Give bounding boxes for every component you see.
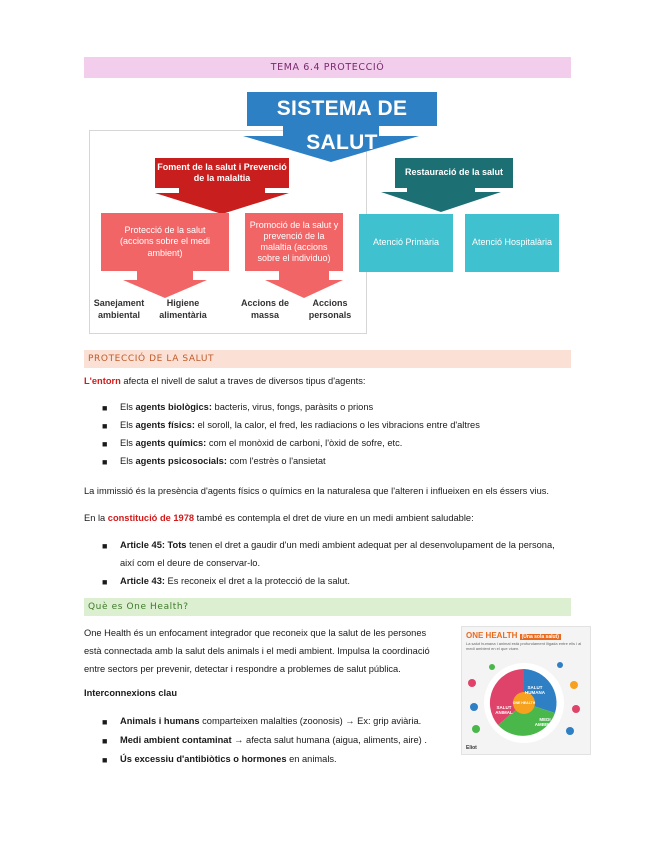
item-pre: Els	[120, 456, 136, 466]
proteccio-box: Protecció de la salut (accions sobre el medi ambient)	[101, 213, 229, 271]
item-pre: Els	[120, 420, 136, 430]
item-bold: Article 43:	[120, 576, 165, 586]
section-heading-one-health: Què es One Health?	[84, 598, 571, 616]
higiene-label: Higiene alimentària	[159, 298, 207, 320]
list-item-article-43	[120, 572, 575, 590]
health-system-diagram	[89, 88, 565, 334]
item-bold: Ús excessiu d'antibiòtics o hormones	[120, 754, 287, 764]
diagram-title: SISTEMA DE SALUT	[247, 92, 437, 126]
bullet-icon: ■	[102, 439, 108, 449]
label-one-health-center: ONE HEALTH	[512, 701, 536, 705]
interconnexions-heading: Interconnexions clau	[84, 688, 177, 698]
const-rest: també es contempla el dret de viure en un medi ambient saludable:	[194, 513, 474, 523]
infographic-subtitle: La salut humana i animal està profundament lligada entre ells i al medi ambient en el que viuen.	[466, 641, 582, 651]
massa-label: Accions de massa	[240, 298, 289, 320]
bullet-icon: ■	[102, 421, 108, 431]
constitucio-paragraph	[84, 511, 474, 525]
atencio-hospitalaria-box: Atenció Hospitalària	[465, 214, 559, 272]
item-pre: Els	[120, 402, 136, 412]
paragraph-line: One Health és un enfocament integrador que reconeix que la salut de les persones	[84, 628, 427, 638]
item-rest: en animals.	[286, 754, 337, 764]
item-bold: Animals i humans	[120, 716, 200, 726]
list-item	[120, 416, 575, 434]
list-item	[120, 398, 575, 416]
item-rest: comparteixen malalties (zoonosis) → Ex: grip aviària.	[199, 716, 422, 726]
infographic-logo: Eliot	[466, 745, 477, 751]
infographic-heading-tag: (Una sola salut)	[521, 634, 559, 640]
restauracio-box: Restauració de la salut	[395, 158, 513, 188]
label-salut-animal: SALUT ANIMAL	[495, 705, 513, 715]
paragraph-line: està connectada amb la salut dels animals i el medi ambient. Impulsa la coordinació	[84, 646, 430, 656]
list-item	[120, 712, 450, 730]
bullet-icon: ■	[102, 541, 108, 551]
one-health-infographic	[461, 626, 591, 755]
list-item-article-45-cont: així com el deure de conservar-lo.	[120, 558, 261, 568]
immissio-paragraph: La immissió és la presència d'agents físics o químics en la naturalesa que l'alteren i influeixen en els éssers vius.	[84, 486, 550, 496]
bullet-icon: ■	[102, 736, 108, 746]
intro-rest: afecta el nivell de salut a traves de diversos tipus d'agents:	[120, 376, 366, 386]
list-item	[120, 452, 575, 470]
list-item	[120, 434, 575, 452]
item-bold: agents físics:	[135, 420, 195, 430]
bullet-icon: ■	[102, 457, 108, 467]
list-item	[120, 750, 450, 768]
item-rest: com l'estrès o l'ansietat	[226, 456, 326, 466]
bullet-icon: ■	[102, 717, 108, 727]
label-salut-humana: SALUT HUMANA	[525, 685, 545, 695]
sanejament-label: Sanejament ambiental	[93, 298, 145, 320]
item-bold: agents biològics:	[135, 402, 212, 412]
item-bold: Medi ambient contaminat	[120, 735, 232, 745]
section-heading-proteccio: PROTECCIÓ DE LA SALUT	[84, 350, 571, 368]
item-rest: Es reconeix el dret a la protecció de la salut.	[164, 576, 350, 586]
bullet-icon: ■	[102, 577, 108, 587]
item-rest: bacteris, virus, fongs, paràsits o prions	[211, 402, 374, 412]
item-bold: agents químics:	[135, 438, 207, 448]
const-pre: En la	[84, 513, 108, 523]
bullet-icon: ■	[102, 755, 108, 765]
item-rest: → afecta salut humana (aigua, aliments, aire) .	[231, 735, 427, 745]
item-pre: Els	[120, 438, 136, 448]
item-bold: Article 45: Tots	[120, 540, 187, 550]
paragraph-line: entre sectors per prevenir, detectar i respondre a problemes de salut pública.	[84, 664, 401, 674]
foment-box: Foment de la salut i Prevenció de la malaltia	[155, 158, 289, 188]
list-item	[120, 731, 450, 749]
item-bold: agents psicosocials:	[135, 456, 227, 466]
promocio-box: Promoció de la salut y prevenció de la malaltia (accions sobre el individuo)	[245, 213, 343, 271]
list-item-article-45	[120, 536, 575, 554]
personals-label: Accions personals	[308, 298, 352, 320]
label-medi-ambient: MEDI AMBIENT	[534, 717, 556, 727]
intro-highlight: L'entorn	[84, 376, 121, 386]
const-highlight: constitució de 1978	[107, 513, 195, 523]
infographic-heading-text: ONE HEALTH	[466, 631, 518, 640]
page-title: TEMA 6.4 PROTECCIÓ	[84, 57, 571, 78]
intro-paragraph	[84, 374, 365, 388]
item-rest: com el monòxid de carboni, l'òxid de sofre, etc.	[206, 438, 403, 448]
item-rest: tenen el dret a gaudir d'un medi ambient adequat per al desenvolupament de la persona,	[186, 540, 555, 550]
item-rest: el soroll, la calor, el fred, les radiacions o les vibracions entre d'altres	[194, 420, 480, 430]
bullet-icon: ■	[102, 403, 108, 413]
atencio-primaria-box: Atenció Primària	[359, 214, 453, 272]
one-health-paragraph	[84, 624, 454, 678]
